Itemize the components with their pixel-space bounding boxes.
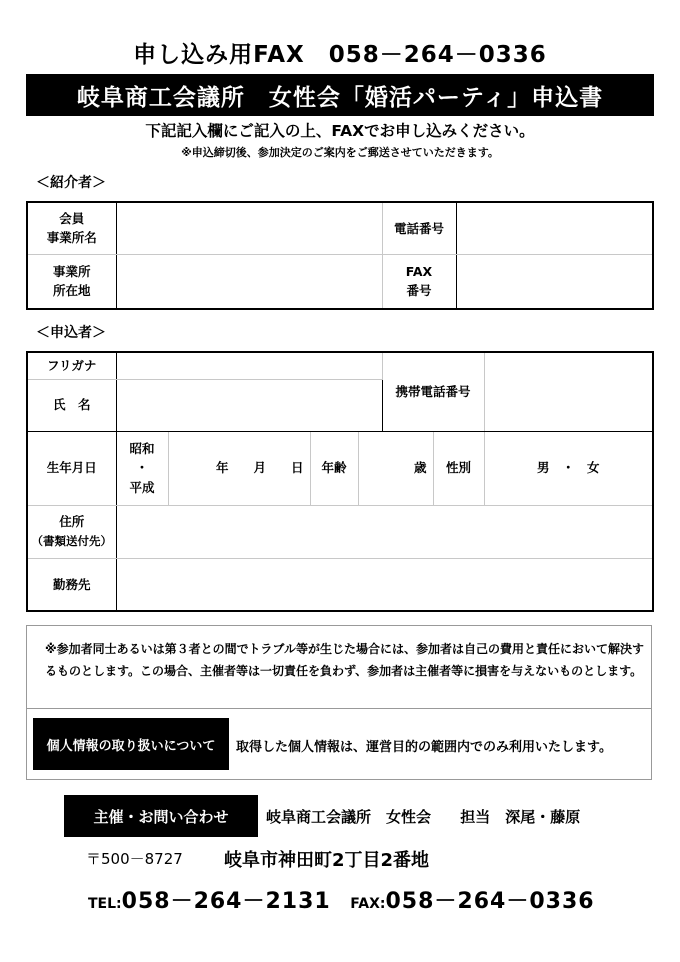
- form-title: [26, 74, 654, 116]
- fax-label-line2: 番号: [406, 283, 432, 299]
- company-label-line1: 会員: [59, 210, 85, 226]
- privacy-label: 個人情報の取り扱いについて: [33, 718, 229, 770]
- form-title-text: 岐阜商工会議所 女性会「婚活パーティ」申込書: [76, 84, 604, 111]
- company-address-label-line2: 所在地: [52, 283, 91, 299]
- company-address-label: [27, 254, 116, 309]
- notice-text: ※参加者同士あるいは第３者との間でトラブル等が生じた場合には、参加者は自己の費用と責任において解決するものとします。この場合、主催者等は一切責任を負わず、参加者は主催者等に損害を与えないものとします。: [45, 642, 644, 678]
- applicant-address-label-line1: 住所: [59, 513, 85, 529]
- furigana-label: フリガナ: [27, 352, 116, 379]
- birthdate-field[interactable]: 年 月 日: [168, 431, 310, 505]
- applicant-table: [26, 351, 654, 612]
- applicant-section-label: ＜申込者＞: [36, 325, 106, 341]
- contact-person: 担当 深尾・藤原: [460, 808, 581, 826]
- deadline-note: ※申込締切後、参加決定のご案内をご郵送させていただきます。: [181, 146, 499, 159]
- gender-label: 性別: [433, 431, 484, 505]
- applicant-address-field[interactable]: [116, 505, 653, 558]
- name-label: 氏 名: [27, 379, 116, 431]
- fax-number: 058－264－0336: [385, 889, 595, 914]
- era-select[interactable]: [116, 431, 168, 505]
- age-field[interactable]: 歳: [358, 431, 433, 505]
- era-separator: ・: [135, 460, 149, 476]
- birthdate-label: 生年月日: [27, 431, 116, 505]
- contact-label: 主催・お問い合わせ: [64, 795, 258, 837]
- fax-label: [382, 254, 456, 309]
- fax-number-label: FAX:: [350, 896, 386, 912]
- introducer-table: [26, 201, 654, 310]
- introducer-section-label: ＜紹介者＞: [36, 175, 106, 191]
- mobile-label: 携帯電話番号: [382, 352, 484, 431]
- contact-numbers: [88, 884, 595, 915]
- mobile-field[interactable]: [484, 352, 653, 431]
- gender-select[interactable]: 男 ・ 女: [484, 431, 653, 505]
- phone-field[interactable]: [456, 202, 653, 254]
- workplace-field[interactable]: [116, 558, 653, 611]
- company-label-line2: 事業所名: [46, 230, 97, 246]
- era-heisei: 平成: [129, 479, 155, 495]
- company-address-label-line1: 事業所: [52, 263, 91, 279]
- organizer: [266, 806, 580, 827]
- name-field[interactable]: [116, 379, 382, 431]
- era-showa: 昭和: [129, 440, 155, 456]
- phone-label: 電話番号: [382, 202, 456, 254]
- postal-code: 〒500－8727: [86, 850, 183, 868]
- privacy-text: 取得した個人情報は、運営目的の範囲内でのみ利用いたします。: [236, 740, 612, 755]
- notice-divider: [27, 708, 651, 709]
- organizer-name: 岐阜商工会議所 女性会: [266, 808, 432, 826]
- applicant-address-label-line2: （書類送付先）: [31, 534, 112, 549]
- company-label: [27, 202, 116, 254]
- tel-number: 058－264－2131: [121, 889, 331, 914]
- fax-number-heading: 申し込み用FAX 058－264－0336: [133, 42, 547, 68]
- age-label: 年齢: [310, 431, 358, 505]
- organizer-address: 岐阜市神田町2丁目2番地: [224, 850, 430, 871]
- company-name-field[interactable]: [116, 202, 382, 254]
- furigana-field[interactable]: [116, 352, 382, 379]
- fax-field[interactable]: [456, 254, 653, 309]
- applicant-address-label: [27, 505, 116, 558]
- fax-label-line1: FAX: [405, 263, 433, 279]
- company-address-field[interactable]: [116, 254, 382, 309]
- workplace-label: 勤務先: [27, 558, 116, 611]
- tel-label: TEL:: [88, 896, 122, 912]
- instruction-text: 下記記入欄にご記入の上、FAXでお申し込みください。: [145, 122, 535, 140]
